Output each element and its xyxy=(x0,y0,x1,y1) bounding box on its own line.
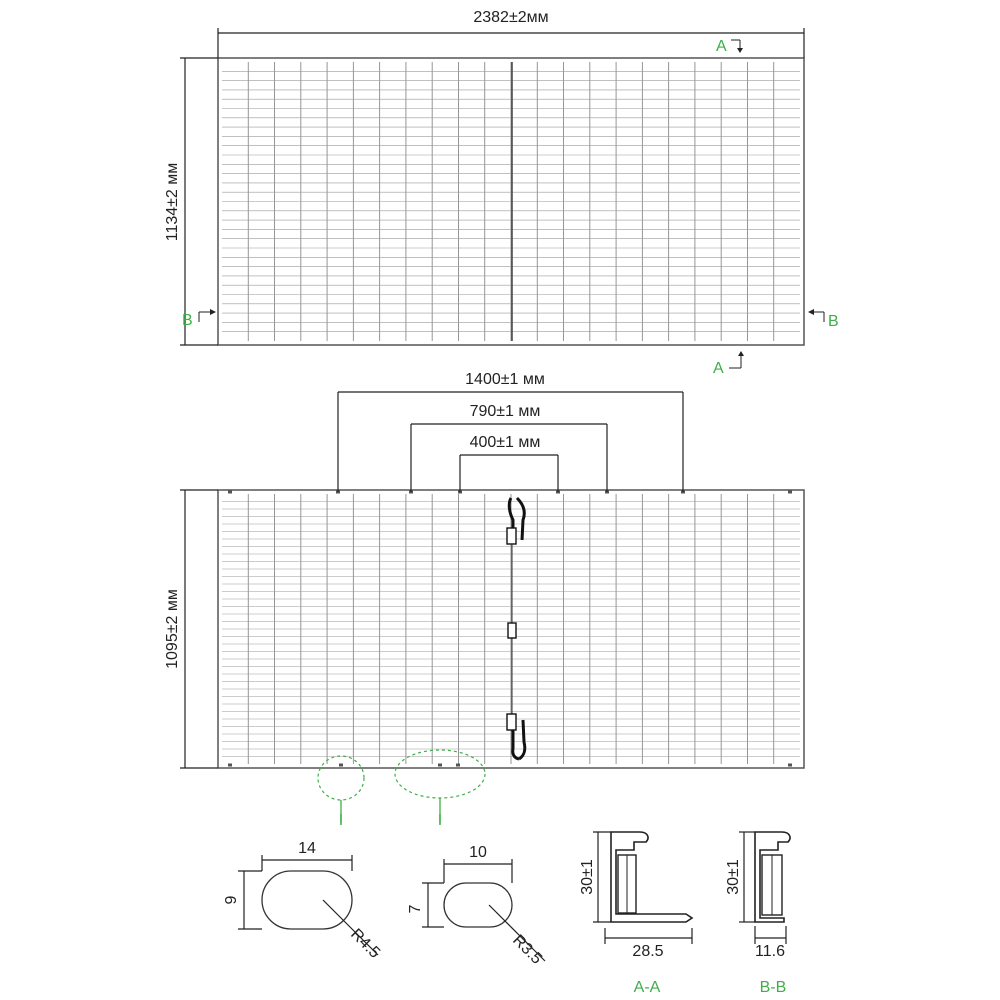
hole-spacing-outer xyxy=(338,371,683,492)
junction-box-top xyxy=(507,528,516,544)
profile-bb xyxy=(725,832,790,996)
svg-text:A: A xyxy=(713,360,724,377)
svg-text:A: A xyxy=(716,38,727,55)
detail-pointer-small: I xyxy=(437,812,443,829)
junction-box-bottom xyxy=(507,714,516,730)
oblong-hole-large xyxy=(262,871,352,929)
front-view xyxy=(218,58,804,345)
hole-large-width: 14 xyxy=(298,840,316,857)
front-height-dimension xyxy=(164,58,218,345)
spacing-inner-label: 400±1 мм xyxy=(469,434,541,451)
profile-bb-height: 30±1 xyxy=(725,859,742,895)
back-height-label: 1095±2 мм xyxy=(164,589,181,669)
hole-spacing-inner xyxy=(460,434,558,492)
back-height-dimension xyxy=(164,490,218,768)
hole-large-height: 9 xyxy=(223,895,240,905)
hole-large-radius: R4.5 xyxy=(347,925,384,962)
hole-detail-large xyxy=(223,840,383,962)
svg-text:B: B xyxy=(182,312,193,329)
detail-pointer-large: I xyxy=(338,812,344,829)
front-width-label: 2382±2мм xyxy=(473,9,549,26)
hole-small-radius: R3.5 xyxy=(509,931,546,968)
spacing-middle-label: 790±1 мм xyxy=(469,403,541,420)
profile-aa-outline xyxy=(611,832,692,922)
profile-bb-label: B-B xyxy=(759,979,787,996)
svg-text:B: B xyxy=(828,313,839,330)
spacing-outer-label: 1400±1 мм xyxy=(465,371,545,388)
back-view xyxy=(218,490,804,768)
section-marker-a-top xyxy=(716,38,743,55)
profile-aa-width: 28.5 xyxy=(632,943,664,960)
hole-small-height: 7 xyxy=(407,904,424,914)
hole-detail-small xyxy=(407,844,545,968)
section-marker-a-bottom xyxy=(713,351,744,377)
front-height-label: 1134±2 мм xyxy=(164,162,181,242)
hole-small-width: 10 xyxy=(469,844,487,861)
profile-aa xyxy=(579,832,692,996)
junction-box-middle xyxy=(508,623,516,638)
section-marker-b-left xyxy=(182,309,216,329)
profile-aa-height: 30±1 xyxy=(579,859,596,895)
profile-aa-label: A-A xyxy=(633,979,661,996)
section-marker-b-right xyxy=(808,309,839,330)
oblong-hole-small xyxy=(444,883,512,927)
profile-bb-width: 11.6 xyxy=(755,943,785,960)
